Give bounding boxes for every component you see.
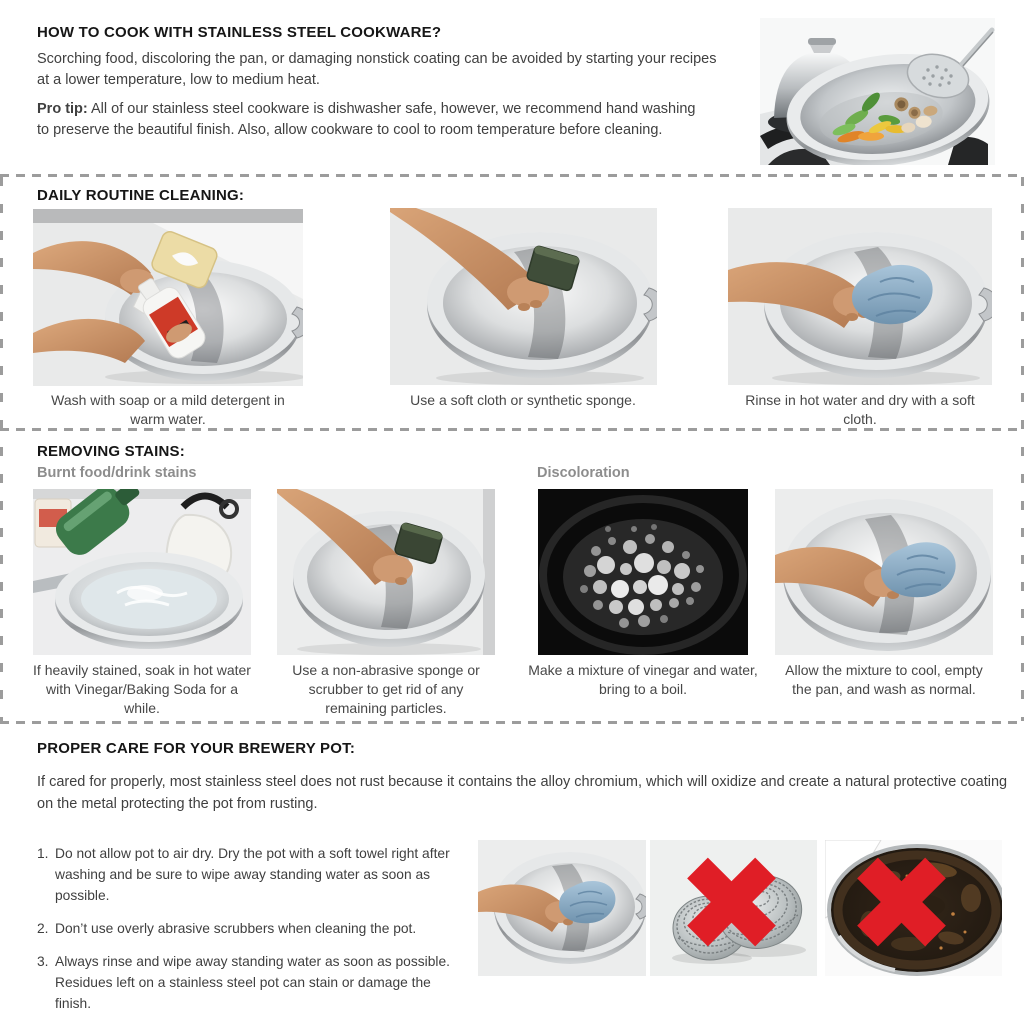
care-photo-steel-wool — [650, 840, 817, 976]
daily-step1-caption: Wash with soap or a mild detergent in warm water. — [51, 392, 285, 427]
stain-step3-caption: Make a mixture of vinegar and water, bring to a boil. — [528, 662, 758, 697]
pro-tip-label: Pro tip: — [37, 101, 88, 117]
stain-step3-photo — [538, 489, 748, 655]
soak-vinegar-illustration — [33, 489, 251, 655]
daily-step2-caption: Use a soft cloth or synthetic sponge. — [410, 392, 636, 408]
stain-step4-photo — [775, 489, 993, 655]
left-edge-dashes — [0, 177, 3, 721]
list-item — [37, 918, 469, 939]
list-item-text: Don’t use overly abrasive scrubbers when cleaning the pot. — [55, 921, 417, 936]
burnt-stains-label: Burnt food/drink stains — [37, 465, 197, 481]
care-instructions-list — [37, 843, 469, 1024]
wok-stirfry-photo — [760, 18, 995, 165]
stain-step2-photo — [277, 489, 495, 655]
daily-step3-photo — [728, 208, 992, 385]
not-allowed-x-icon — [825, 840, 990, 970]
daily-step3-caption: Rinse in hot water and dry with a soft cloth. — [745, 392, 975, 427]
cloth-dry-illustration — [728, 208, 992, 385]
list-item — [37, 843, 469, 906]
stain-step1-photo — [33, 489, 251, 655]
discoloration-label: Discoloration — [537, 465, 630, 481]
wipe-cooled-pan-illustration — [775, 489, 993, 655]
list-item-text: Do not allow pot to air dry. Dry the pot with a soft towel right after washing and be sure to wipe away standing water as soon as possible. — [55, 846, 450, 903]
scrub-sponge-illustration — [277, 489, 495, 655]
list-item-number: 1. — [37, 846, 49, 861]
pro-tip-text: All of our stainless steel cookware is dishwasher safe, however, we recommend hand washing to preserve the beautiful finish. Also, allow cookware to cool to room temperature before cleaning. — [37, 101, 696, 138]
section-divider — [0, 721, 1024, 724]
boiling-mixture-illustration — [538, 489, 748, 655]
daily-step1-photo — [33, 209, 303, 386]
daily-step2-photo — [390, 208, 657, 385]
wok-stirfry-illustration — [760, 18, 995, 165]
stain-step2-caption: Use a non-abrasive sponge or scrubber to get rid of any remaining particles. — [292, 662, 480, 716]
daily-cleaning-heading: DAILY ROUTINE CLEANING: — [37, 187, 245, 204]
care-photo-towel-dry — [478, 840, 646, 976]
how-to-cook-heading: HOW TO COOK WITH STAINLESS STEEL COOKWARE? — [37, 24, 442, 41]
how-to-cook-paragraph: Scorching food, discoloring the pan, or damaging nonstick coating can be avoided by starting your recipes at a lower temperature, low to medium heat. — [37, 51, 717, 88]
proper-care-paragraph: If cared for properly, most stainless steel does not rust because it contains the alloy chromium, which will oxidize and create a natural protective coating on the metal protecting the pot from rusting. — [37, 774, 1008, 812]
section-divider — [0, 428, 1024, 431]
section-divider — [0, 174, 1024, 177]
sponge-wipe-illustration — [390, 208, 657, 385]
spray-and-sponge-illustration — [33, 209, 303, 386]
list-item-text: Always rinse and wipe away standing water as soon as possible. Residues left on a stainless steel pot can stain or damage the finish. — [55, 954, 450, 1011]
towel-dry-illustration — [478, 840, 646, 976]
pro-tip-paragraph — [37, 99, 702, 141]
not-allowed-x-icon — [650, 840, 815, 970]
care-photo-burnt-pan — [825, 840, 1002, 976]
removing-stains-heading: REMOVING STAINS: — [37, 443, 185, 460]
list-item — [37, 951, 469, 1014]
list-item-number: 2. — [37, 921, 49, 936]
stain-step4-caption: Allow the mixture to cool, empty the pan, and wash as normal. — [785, 662, 983, 697]
stain-step1-caption: If heavily stained, soak in hot water with Vinegar/Baking Soda for a while. — [33, 662, 251, 716]
list-item-number: 3. — [37, 954, 49, 969]
proper-care-heading: PROPER CARE FOR YOUR BREWERY POT: — [37, 740, 356, 757]
